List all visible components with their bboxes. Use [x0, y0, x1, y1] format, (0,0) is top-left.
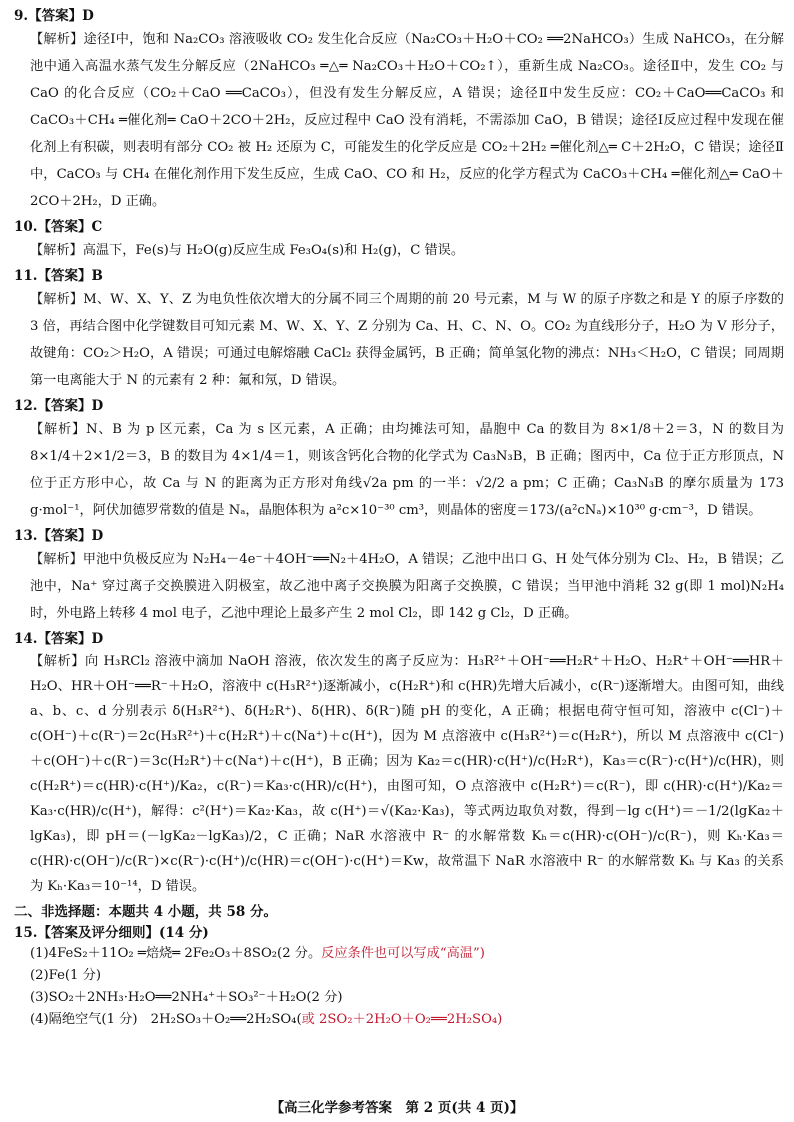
explanation-text: 【解析】向 H₃RCl₂ 溶液中滴加 NaOH 溶液，依次发生的离子反应为：H₃R²⁺＋OH⁻══H₂R⁺＋H₂O、H₂R⁺＋OH⁻══HR＋H₂O、HR＋OH⁻══R⁻＋H₂O，溶液中 c(H₃R²⁺)逐渐减小，c(H₂R⁺)和 c(HR)先增大后减小，c(R⁻)逐渐增大。由图可知，曲线 a、b、c、d 分别表示 δ(H₃R²⁺)、δ(H₂R⁺)、δ(HR)、δ(R⁻)随 pH 的变化，A 正确；根据电荷守恒可知，溶液中 c(Cl⁻)＋c(OH⁻)＋c(R⁻)＝2c(H₃R²⁺)＋c(H₂R⁺)＋c(Na⁺)＋c(H⁺)，因为 M 点溶液中 c(H₃R²⁺)＝c(H₂R⁺)，所以 M 点溶液中 c(Cl⁻)＋c(OH⁻)＋c(R⁻)＝3c(H₂R⁺)＋c(Na⁺)＋c(H⁺)，B 正确；因为 Ka₂＝c(HR)·c(H⁺)/c(H₂R⁺)，Ka₃＝c(R⁻)·c(H⁺)/c(HR)，则 c(H₂R⁺)＝c(HR)·c(H⁺)/Ka₂，c(R⁻)＝Ka₃·c(HR)/c(H⁺)，由图可知，O 点溶液中 c(H₂R⁺)＝c(R⁻)，即 c(HR)·c(H⁺)/Ka₂＝Ka₃·c(HR)/c(H⁺)，解得：c²(H⁺)＝Ka₂·Ka₃，故 c(H⁺)＝√(Ka₂·Ka₃)，等式两边取负对数，得到－lg c(H⁺)＝－1/2(lgKa₂＋lgKa₃)，即 pH＝(－lgKa₂－lgKa₃)/2，C 正确；NaR 水溶液中 R⁻ 的水解常数 Kₕ＝c(HR)·c(OH⁻)/c(R⁻)，则 Kₕ·Ka₃＝c(HR)·c(OH⁻)/c(R⁻)×c(R⁻)·c(H⁺)/c(HR)＝c(OH⁻)·c(H⁺)＝Kw，故常温下 NaR 水溶液中 R⁻ 的水解常数 Kₕ 与 Ka₃ 的关系为 Kₕ·Ka₃＝10⁻¹⁴，D 错误。 — [30, 654, 784, 894]
explanation-text: 【解析】高温下，Fe(s)与 H₂O(g)反应生成 Fe₃O₄(s)和 H₂(g)，C 错误。 — [30, 243, 465, 258]
answer-heading: 14.【答案】D — [14, 631, 104, 647]
sub-answer: (4)隔绝空气(1 分) 2H₂SO₃＋O₂══2H₂SO₄(或 2SO₂＋2H₂O＋O₂══2H₂SO₄) — [30, 1012, 503, 1027]
explanation-text: 【解析】N、B 为 p 区元素，Ca 为 s 区元素，A 正确；由均摊法可知，晶胞中 Ca 的数目为 8×1/8＋2＝3，N 的数目为 8×1/4＋2×1/2＝3，B 的数目为 4×1/4＝1，则该含钙化合物的化学式为 Ca₃N₃B，B 正确；图丙中，Ca 位于正方形顶点，N 位于正方形中心，故 Ca 与 N 的距离为正方形对角线√2a pm 的一半：√2/2 a pm；C 正确；Ca₃N₃B 的摩尔质量为 173 g·mol⁻¹，阿伏加德罗常数的值是 Nₐ，晶胞体积为 a²c×10⁻³⁰ cm³，则晶体的密度＝173/(a²cNₐ)×10³⁰ g·cm⁻³，D 错误。 — [30, 422, 784, 518]
answer-heading: 13.【答案】D — [14, 528, 104, 544]
sub-answer: (1)4FeS₂＋11O₂ ═焙烧═ 2Fe₂O₃＋8SO₂(2 分。反应条件也可以写成“高温”) — [30, 946, 485, 961]
explanation-text: 【解析】途径Ⅰ中，饱和 Na₂CO₃ 溶液吸收 CO₂ 发生化合反应（Na₂CO₃＋H₂O＋CO₂ ══2NaHCO₃）生成 NaHCO₃，在分解池中通入高温水蒸气发生分解反应（2NaHCO₃ ═△═ Na₂CO₃＋H₂O＋CO₂↑），重新生成 Na₂CO₃。途径Ⅱ中，发生 CO₂ 与 CaO 的化合反应（CO₂＋CaO ══CaCO₃），但没有发生分解反应，A 错误；途径Ⅱ中发生反应：CO₂＋CaO══CaCO₃ 和 CaCO₃＋CH₄ ═催化剂═ CaO＋2CO＋2H₂，反应过程中 CaO 没有消耗，不需添加 CaO，B 错误；途径Ⅰ反应过程中发现在催化剂上有积碳，则表明有部分 CO₂ 被 H₂ 还原为 C，可能发生的化学反应是 CO₂＋2H₂ ═催化剂△═ C＋2H₂O，C 错误；途径Ⅱ中，CaCO₃ 与 CH₄ 在催化剂作用下发生反应，生成 CaO、CO 和 H₂，反应的化学方程式为 CaCO₃＋CH₄ ═催化剂△═ CaO＋2CO＋2H₂，D 正确。 — [30, 32, 784, 209]
answer-heading: 9.【答案】D — [14, 8, 94, 24]
page-footer: 【高三化学参考答案 第 2 页(共 4 页)】 — [270, 1100, 524, 1116]
question-11 — [14, 266, 784, 394]
answer-page — [14, 6, 784, 1033]
question-9 — [14, 6, 784, 215]
grading-note: 反应条件也可以写成“高温”) — [321, 946, 485, 961]
sub-answer: (3)SO₂＋2NH₃·H₂O══2NH₄⁺＋SO₃²⁻＋H₂O(2 分) — [30, 990, 343, 1005]
answer-heading: 12.【答案】D — [14, 398, 104, 414]
question-10 — [14, 217, 784, 264]
explanation-text: 【解析】甲池中负极反应为 N₂H₄－4e⁻＋4OH⁻══N₂＋4H₂O，A 错误；乙池中出口 G、H 处气体分别为 Cl₂、H₂，B 错误；乙池中，Na⁺ 穿过离子交换膜进入阴极室，故乙池中离子交换膜为阳离子交换膜，C 错误；当甲池中消耗 32 g(即 1 mol)N₂H₄ 时，外电路上转移 4 mol 电子，乙池中理论上最多产生 2 mol Cl₂，即 142 g Cl₂，D 正确。 — [30, 552, 784, 621]
question-12 — [14, 396, 784, 524]
sub-answer: (2)Fe(1 分) — [30, 968, 101, 983]
question-15 — [14, 923, 784, 1031]
section-heading: 二、非选择题：本题共 4 小题，共 58 分。 — [14, 904, 277, 920]
grading-note: 或 2SO₂＋2H₂O＋O₂══2H₂SO₄) — [301, 1012, 503, 1027]
explanation-text: 【解析】M、W、X、Y、Z 为电负性依次增大的分属不同三个周期的前 20 号元素，M 与 W 的原子序数之和是 Y 的原子序数的 3 倍，再结合图中化学键数目可知元素 M、W、X、Y、Z 分别为 Ca、H、C、N、O。CO₂ 为直线形分子，H₂O 为 V 形分子，故键角：CO₂＞H₂O，A 错误；可通过电解熔融 CaCl₂ 获得金属钙，B 正确；简单氢化物的沸点：NH₃＜H₂O，C 错误；同周期第一电离能大于 N 的元素有 2 种：氟和氖，D 错误。 — [30, 292, 784, 388]
answer-heading: 11.【答案】B — [14, 268, 103, 284]
answer-heading: 10.【答案】C — [14, 219, 103, 235]
answer-heading: 15.【答案及评分细则】(14 分) — [14, 925, 209, 941]
question-14 — [14, 629, 784, 899]
question-13 — [14, 526, 784, 627]
